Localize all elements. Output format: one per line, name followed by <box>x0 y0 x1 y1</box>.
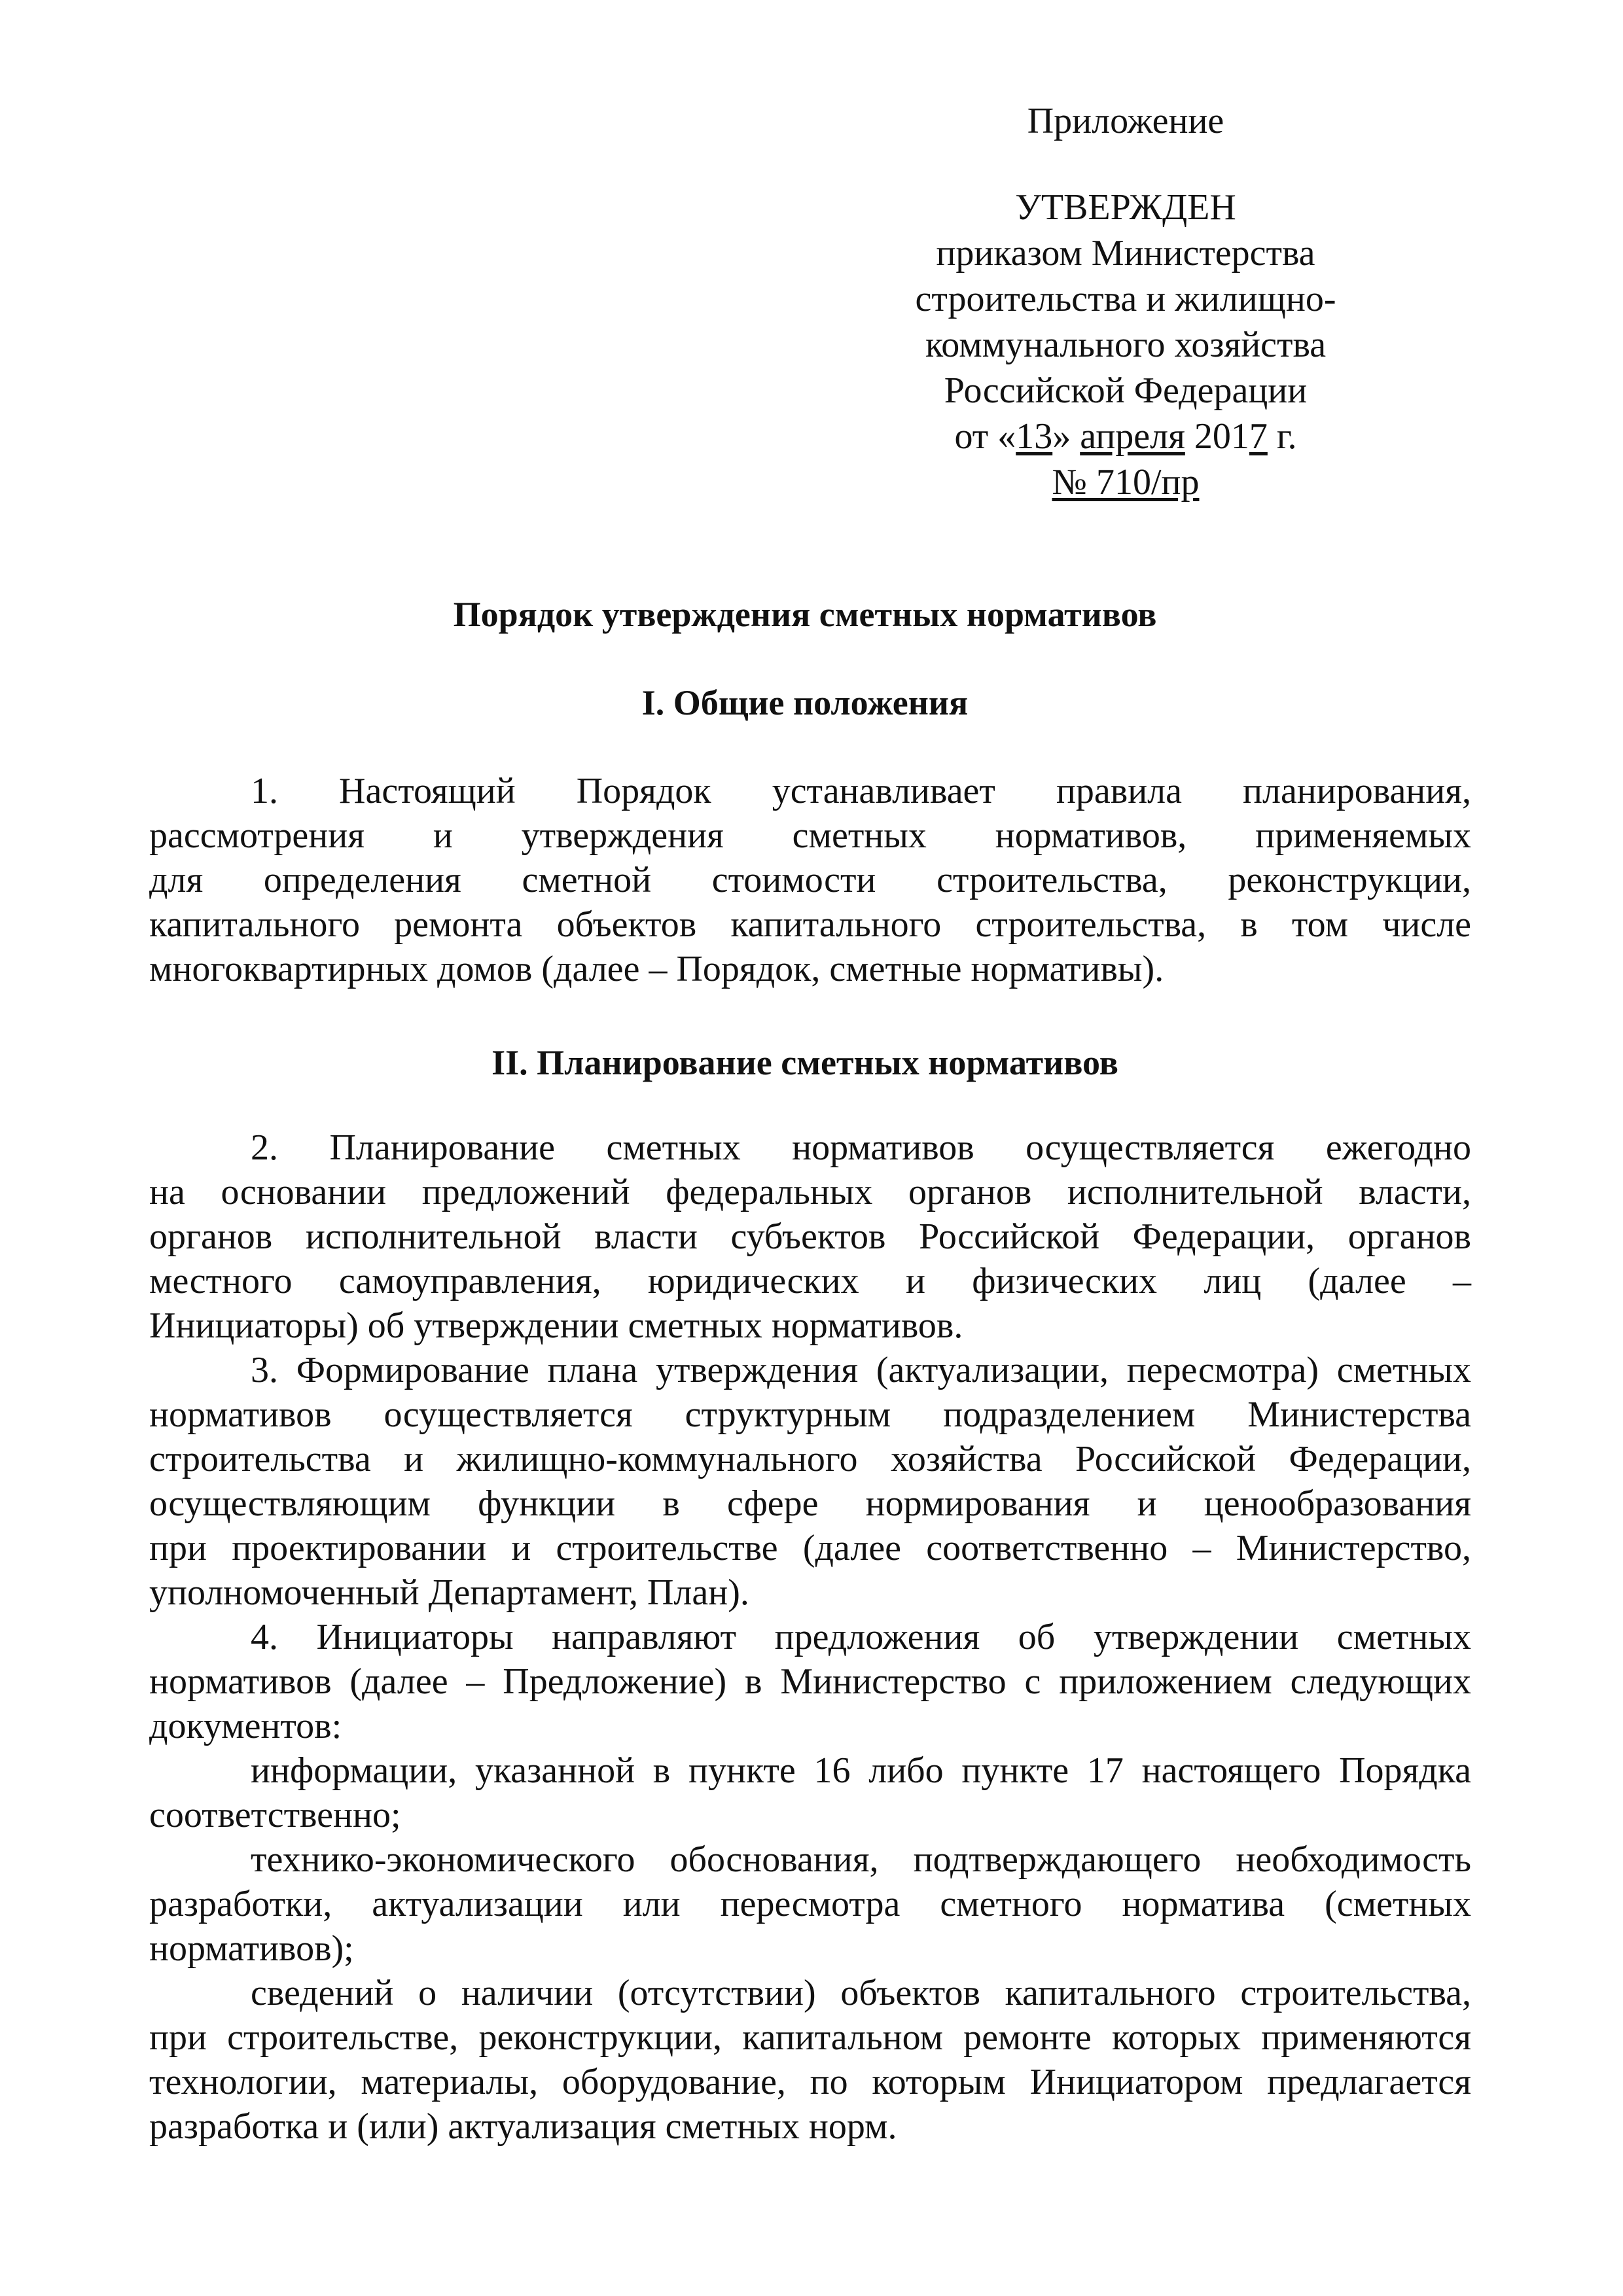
paragraph-4c <box>149 1971 1471 2149</box>
p2-line: органов исполнительной власти субъектов Российской Федерации, органов <box>149 1216 1471 1257</box>
section-2-heading: II. Планирование сметных нормативов <box>491 1043 1118 1082</box>
p1-line: 1. Настоящий Порядок устанавливает правила планирования, <box>251 771 1471 811</box>
p3-line: строительства и жилищно-коммунального хозяйства Российской Федерации, <box>149 1439 1471 1479</box>
section-1-heading: I. Общие положения <box>641 683 969 722</box>
p4b-line: технико-экономического обоснования, подтверждающего необходимость <box>251 1839 1471 1880</box>
p4b-line: нормативов); <box>149 1928 354 1969</box>
p3-line: уполномоченный Департамент, План). <box>149 1572 749 1613</box>
paragraph-4 <box>149 1615 1471 1748</box>
p2-line: местного самоуправления, юридических и физических лиц (далее – <box>149 1261 1471 1301</box>
p3-line: при проектировании и строительстве (далее соответственно – Министерство, <box>149 1528 1471 1568</box>
order-number: № 710/пр <box>1052 462 1200 503</box>
paragraph-4b <box>149 1837 1471 1971</box>
approval-date: от «13» апреля 2017 г. <box>954 416 1297 457</box>
p4-line: 4. Инициаторы направляют предложения об утверждении сметных <box>251 1617 1471 1657</box>
p2-line: на основании предложений федеральных органов исполнительной власти, <box>149 1172 1471 1212</box>
p4c-line: технологии, материалы, оборудование, по которым Инициатором предлагается <box>149 2062 1471 2102</box>
p4-line: документов: <box>149 1706 342 1746</box>
approval-line-1: приказом Министерства <box>936 233 1315 274</box>
p1-line: многоквартирных домов (далее – Порядок, сметные нормативы). <box>149 949 1164 989</box>
p1-line: для определения сметной стоимости строительства, реконструкции, <box>149 860 1471 900</box>
paragraph-4a <box>149 1748 1471 1837</box>
p2-line: Инициаторы) об утверждении сметных нормативов. <box>149 1305 963 1346</box>
appendix-label: Приложение <box>1027 101 1224 141</box>
approved-label: УТВЕРЖДЕН <box>1015 187 1236 228</box>
p3-line: осуществляющим функции в сфере нормирования и ценообразования <box>149 1483 1471 1524</box>
p4c-line: при строительстве, реконструкции, капитальном ремонте которых применяются <box>149 2017 1471 2058</box>
approval-block <box>844 98 1407 505</box>
p2-line: 2. Планирование сметных нормативов осуществляется ежегодно <box>251 1127 1471 1168</box>
p4c-line: сведений о наличии (отсутствии) объектов капитального строительства, <box>251 1973 1471 2013</box>
p3-line: 3. Формирование плана утверждения (актуализации, пересмотра) сметных <box>251 1350 1471 1390</box>
p1-line: капитального ремонта объектов капитального строительства, в том числе <box>149 904 1471 945</box>
approval-line-2: строительства и жилищно- <box>915 279 1336 319</box>
approval-line-4: Российской Федерации <box>944 370 1308 411</box>
p4-line: нормативов (далее – Предложение) в Министерство с приложением следующих <box>149 1661 1471 1702</box>
p3-line: нормативов осуществляется структурным подразделением Министерства <box>149 1394 1471 1435</box>
paragraph-3 <box>149 1348 1471 1615</box>
paragraph-1 <box>149 769 1471 991</box>
document-title: Порядок утверждения сметных нормативов <box>453 595 1157 634</box>
approval-line-3: коммунального хозяйства <box>925 325 1327 365</box>
p4c-line: разработка и (или) актуализация сметных норм. <box>149 2106 897 2147</box>
p4a-line: информации, указанной в пункте 16 либо пункте 17 настоящего Порядка <box>251 1750 1471 1791</box>
p4a-line: соответственно; <box>149 1795 401 1835</box>
paragraph-2 <box>149 1125 1471 1348</box>
p1-line: рассмотрения и утверждения сметных нормативов, применяемых <box>149 815 1471 856</box>
p4b-line: разработки, актуализации или пересмотра сметного норматива (сметных <box>149 1884 1471 1924</box>
